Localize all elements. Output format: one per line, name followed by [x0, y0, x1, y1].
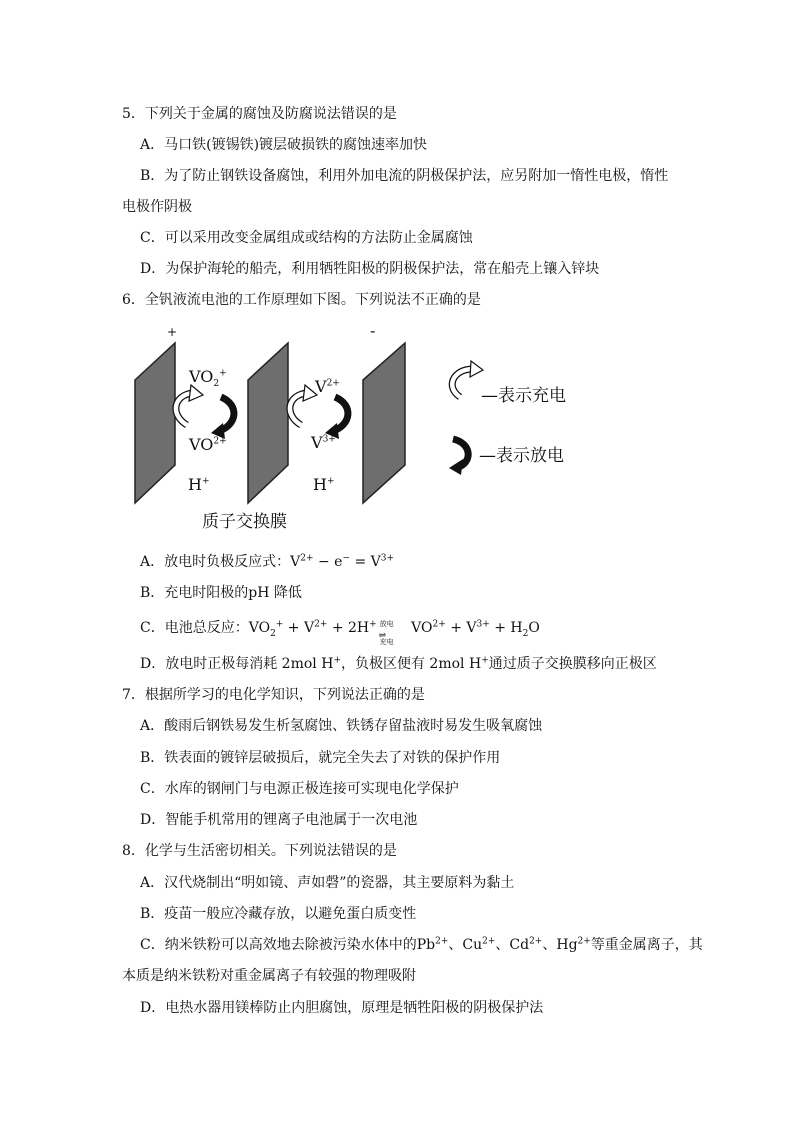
q5-option-a: A．马口铁(镀锡铁)镀层破损铁的腐蚀速率加快: [140, 137, 428, 153]
q7-option-b: B．铁表面的镀锌层破损后，就完全失去了对铁的保护作用: [140, 750, 501, 766]
q6-option-b: B．充电时阳极的pH 降低: [140, 585, 302, 601]
q8-option-c: C．纳米铁粉可以高效地去除被污染水体中的$Pb^{2+}$、$Cu^{2+}$、$Cd^{2+}$、$Hg^{2+}$等重金属离子，其: [140, 936, 703, 953]
q5-option-d: D．为保护海轮的船壳，利用牺牲阳极的阴极保护法，常在船壳上镶入锌块: [140, 261, 600, 277]
negative-electrode: [363, 343, 405, 503]
q7-option-d: D．智能手机常用的锂离子电池属于一次电池: [140, 812, 418, 828]
q7-stem: 7．根据所学习的电化学知识，下列说法正确的是: [122, 687, 425, 703]
plus-sign: +: [167, 325, 178, 339]
q8-option-b: B．疫苗一般应冷藏存放，以避免蛋白质变性: [140, 906, 417, 922]
q8-option-d: D．电热水器用镁棒防止内胆腐蚀，原理是牺牲阳极的阴极保护法: [140, 1000, 544, 1016]
q6-option-c: C．电池总反应：$VO_2^+ + V^{2+} + 2H^+$ 放电 ⇌ 充电 $VO^{2+} + V^{3+} + H_2O$: [140, 619, 540, 646]
label-vo-2plus: $VO^{2+}$: [189, 435, 227, 454]
minus-sign: -: [370, 321, 376, 340]
legend-discharge-arrowhead: [449, 459, 463, 475]
proton-exchange-membrane: [248, 343, 288, 503]
membrane-label: 质子交换膜: [202, 512, 287, 532]
q8-option-c-cont: 本质是纳米铁粉对重金属离子有较强的物理吸附: [122, 968, 416, 984]
reversible-arrow: 放电 ⇌ 充电: [378, 620, 394, 646]
q5-option-b: B．为了防止钢铁设备腐蚀，利用外加电流的阴极保护法，应另附加一惰性电极，惰性: [140, 168, 669, 184]
q7-option-a: A．酸雨后钢铁易发生析氢腐蚀、铁锈存留盐液时易发生吸氧腐蚀: [140, 718, 543, 734]
label-v-3plus: $V^{3+}$: [311, 433, 336, 452]
label-vo2-plus: $VO_2^+$: [189, 367, 227, 390]
q8-option-a: A．汉代烧制出“明如镜、声如磬”的瓷器，其主要原料为黏土: [140, 875, 515, 891]
legend-charge-arrowhead: [470, 361, 483, 377]
legend-charge-label: —表示充电: [481, 386, 566, 406]
q5-option-b-cont: 电极作阴极: [122, 199, 192, 215]
label-h-left: H+: [188, 475, 210, 494]
label-v-2plus: $V^{2+}$: [315, 377, 340, 396]
q8-stem: 8．化学与生活密切相关。下列说法错误的是: [122, 843, 397, 859]
q5-stem: 5．下列关于金属的腐蚀及防腐说法错误的是: [122, 106, 397, 122]
vanadium-battery-diagram: [125, 321, 585, 532]
label-h-right: H+: [313, 475, 335, 494]
battery-figure: [125, 325, 585, 530]
q6-stem: 6．全钒液流电池的工作原理如下图。下列说法不正确的是: [122, 292, 481, 308]
charge-arrowhead-left: [189, 385, 203, 401]
q6-option-d: D．放电时正极每消耗 2mol H+，负极区便有 2mol H+通过质子交换膜移向正极区: [140, 655, 657, 672]
positive-electrode: [135, 343, 175, 503]
q7-option-c: C．水库的钢闸门与电源正极连接可实现电化学保护: [140, 781, 459, 797]
q6-option-a: A．放电时负极反应式：$V^{2+} - e^- = V^{3+}$: [140, 553, 395, 570]
q5-option-c: C．可以采用改变金属组成或结构的方法防止金属腐蚀: [140, 230, 473, 246]
legend-discharge-label: —表示放电: [479, 446, 564, 466]
